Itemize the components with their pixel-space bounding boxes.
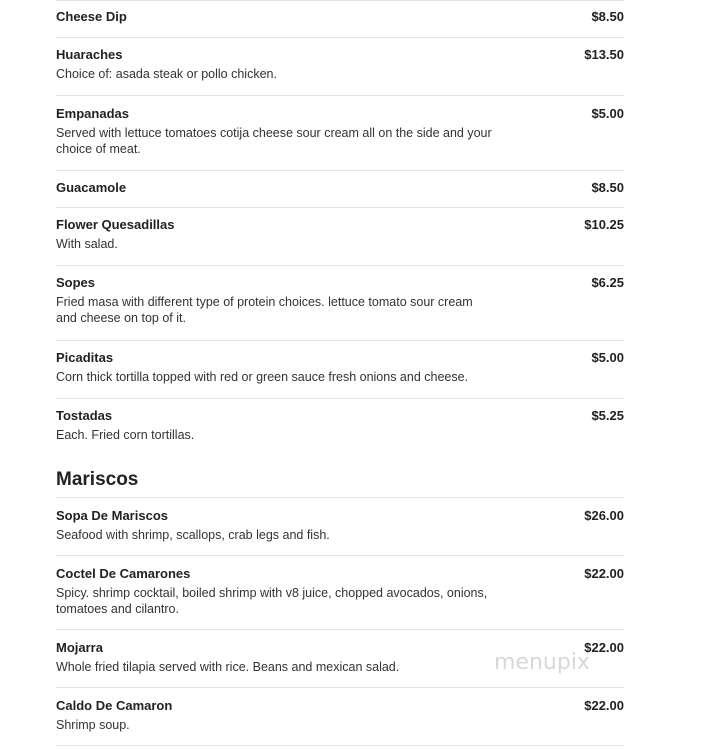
item-price: $10.25 <box>584 217 624 232</box>
item-price: $26.00 <box>584 508 624 523</box>
item-description: With salad. <box>56 237 118 251</box>
item-name: Flower Quesadillas <box>56 217 175 232</box>
item-name: Guacamole <box>56 180 127 195</box>
item-price: $8.50 <box>591 9 624 24</box>
menupix-watermark: menupix <box>494 650 590 675</box>
item-price: $5.25 <box>591 408 624 423</box>
item-name: Cheese Dip <box>56 9 127 24</box>
item-description: Fried masa with different type of protein choices. lettuce tomato sour cream and cheese on top of it. <box>56 295 473 325</box>
item-description: Choice of: asada steak or pollo chicken. <box>56 67 277 81</box>
item-price: $22.00 <box>584 640 624 655</box>
menu-item <box>56 498 624 556</box>
item-price: $13.50 <box>584 47 624 62</box>
item-description: Seafood with shrimp, scallops, crab legs and fish. <box>56 528 330 542</box>
item-name: Picaditas <box>56 350 114 365</box>
item-price: $22.00 <box>584 566 624 581</box>
section-title: Mariscos <box>56 463 624 498</box>
menu-item <box>56 556 624 630</box>
menu-item <box>56 208 624 266</box>
menu-item <box>56 341 624 399</box>
item-name: Tostadas <box>56 408 113 423</box>
item-description: Corn thick tortilla topped with red or green sauce fresh onions and cheese. <box>56 370 469 384</box>
item-description: Each. Fried corn tortillas. <box>56 428 195 442</box>
menu-list <box>56 0 624 746</box>
item-description: Served with lettuce tomatoes cotija cheese sour cream all on the side and your choice of meat. <box>56 126 492 156</box>
menu-item <box>56 266 624 341</box>
item-price: $5.00 <box>591 350 624 365</box>
item-name: Caldo De Camaron <box>56 698 173 713</box>
item-price: $8.50 <box>591 180 624 195</box>
item-description: Spicy. shrimp cocktail, boiled shrimp with v8 juice, chopped avocados, onions, tomatoes and cilantro. <box>56 586 488 616</box>
item-name: Sopa De Mariscos <box>56 508 168 523</box>
item-name: Coctel De Camarones <box>56 566 191 581</box>
item-name: Sopes <box>56 275 96 290</box>
menu-item <box>56 38 624 96</box>
item-price: $5.00 <box>591 106 624 121</box>
item-name: Mojarra <box>56 640 103 655</box>
item-price: $22.00 <box>584 698 624 713</box>
menu-item <box>56 0 624 38</box>
menu-item <box>56 171 624 208</box>
menu-item <box>56 688 624 746</box>
menu-item <box>56 399 624 463</box>
item-name: Empanadas <box>56 106 129 121</box>
item-price: $6.25 <box>591 275 624 290</box>
item-description: Whole fried tilapia served with rice. Beans and mexican salad. <box>56 660 400 674</box>
item-description: Shrimp soup. <box>56 718 130 732</box>
item-name: Huaraches <box>56 47 123 62</box>
menu-item <box>56 96 624 171</box>
